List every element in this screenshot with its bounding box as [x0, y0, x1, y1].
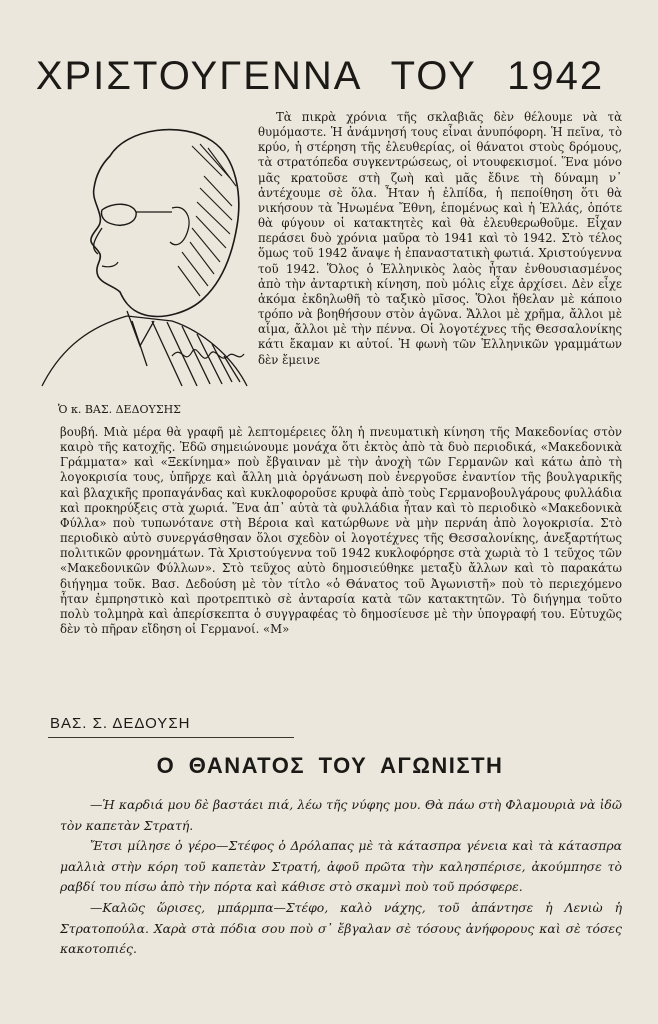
intro-column-right: [258, 110, 622, 368]
author-underline: [48, 737, 294, 738]
portrait-caption: Ὁ κ. ΒΑΣ. ΔΕΔΟΥΣΗΣ: [58, 403, 181, 416]
intro-paragraph: Τὰ πικρὰ χρόνια τῆς σκλαβιᾶς δὲν θέλουμε νὰ τὰ θυμόμαστε. Ἡ ἀνάμνησή τους εἶναι ἀνυπόφορη. Ἡ πεῖνα, τὸ κρύο, ἡ στέρηση τῆς ἐλευθερίας, οἱ θάνατοι στοὺς δρόμους, τὰ στρατόπεδα συγκεντρώσεως, οἱ ντουφεκισμοί. Ἕνα μόνο μᾶς κρατοῦσε στὴ ζωὴ καὶ μᾶς ἔδινε τὴ δύναμη ν᾿ ἀντέχουμε σὲ ὅλα. Ἦταν ἡ ἐλπίδα, ἡ πεποίθηση ὅτι θὰ νικήσουν τὰ Ἡνωμένα Ἔθνη, ἑπομένως καὶ ἡ Ἑλλάς, ὁπότε θὰ φύγουν οἱ κατακτητὲς καὶ θὰ ἐλευθερωθοῦμε. Εἶχαν περάσει δυὸ χρόνια μαῦρα τὸ 1941 καὶ τὸ 1942. Στὸ τέλος ὅμως τοῦ 1942 ἄναψε ἡ ἐπαναστατικὴ φωτιά. Χριστούγεννα τοῦ 1942. Ὅλος ὁ Ἑλληνικὸς λαὸς ἦταν ἐνθουσιασμένος ἀπὸ τὴν ἀνταρτικὴ κίνηση, ποὺ μόλις εἶχε ἀρχίσει. Δὲν εἶχε ἀκόμα ἐκδηλωθῆ τὸ ταξικὸ μῖσος. Ὅλοι ἤθελαν μὲ κάποιο τρόπο νὰ βοηθήσουν στὸν ἀγῶνα. Ἄλλοι μὲ χρῆμα, ἄλλοι μὲ αἷμα, ἄλλοι μὲ τὴν πέννα. Οἱ λογοτέχνες τῆς Θεσσαλονίκης κάτι ἔκαμαν κι αὐτοί. Ἡ φωνὴ τῶν Ἑλληνικῶν γραμμάτων δὲν ἔμεινε: [258, 110, 622, 367]
story-paragraph: Ἔτσι μίλησε ὁ γέρο—Στέφος ὁ Δρόλαπας μὲ τὰ κάτασπρα γένεια καὶ τὰ κάτασπρα μαλλιὰ στὴν κόρη τοῦ καπετὰν Στρατή, ἀφοῦ πρῶτα τὴν καλησπέρισε, ἀκούμπησε τὸ ραβδί του πίσω ἀπὸ τὴν πόρτα καὶ κάθισε στὸ σκαμνὶ ποὺ τοῦ πρόσφερε.: [60, 838, 622, 895]
intro-continuation: βουβή. Μιὰ μέρα θὰ γραφῆ μὲ λεπτομέρειες ὅλη ἡ πνευματικὴ κίνηση τῆς Μακεδονίας στὸν καιρὸ τῆς κατοχῆς. Ἐδῶ σημειώνουμε μονάχα ὅτι ἐκτὸς ἀπὸ τὰ δυὸ περιοδικά, «Μακεδονικὰ Γράμματα» καὶ «Ξεκίνημα» ποὺ ἔβγαιναν μὲ τὴν ἀνοχὴ τῶν Γερμανῶν καὶ κάτω ἀπὸ τὴ λογοκρισία τους, ὑπῆρχε καὶ ἄλλη μιὰ ὀργάνωση ποὺ ἐνεργοῦσε ἐναντίον τῆς βουλγαρικῆς καὶ βλαχικῆς προπαγάνδας καὶ κυκλοφοροῦσε κρυφὰ ἀπὸ τοὺς Γερμανοβουλγάρους φυλλάδια καὶ προκηρύξεις στὰ χωριά. Ἕνα ἀπ᾿ αὐτὰ τὰ φυλλάδια ἦταν καὶ τὸ περιοδικὸ «Μακεδονικὰ Φύλλα» ποὺ τυπωνότανε στὴ Βέροια καὶ κατώρθωνε νὰ μὴν περνάη ἀπὸ λογοκρισία. Στὸ περιοδικὸ αὐτὸ συνεργάσθησαν ὅλοι σχεδὸν οἱ λογοτέχνες τῆς Θεσσαλονίκης, ἀνεξαρτήτως πολιτικῶν φρονημάτων. Τὰ Χριστούγεννα τοῦ 1942 κυκλοφόρησε στὰ χωριὰ τὸ 1 τεῦχος τῶν «Μακεδονικῶν Φύλλων». Στὸ τεῦχος αὐτὸ δημοσιεύθηκε μεταξὺ ἄλλων καὶ τὸ παρακάτω διήγημα τοῦκ. Βασ. Δεδούση μὲ τὸν τίτλο «ὁ Θάνατος τοῦ Ἀγωνιστῆ» ποὺ τὸ περιεχόμενο ἦταν ἐμπρηστικὸ καὶ προτρεπτικὸ σὲ ἀνταρσία κατὰ τῶν κατακτητῶν. Τὸ διήγημα τοῦτο πολὺ τολμηρὰ καὶ ἀπερίσκεπτα ὁ συγγραφέας τὸ δημοσίευσε μὲ τὴν ὑπογραφή του. Εὐτυχῶς δὲν τὸ πῆραν εἴδηση οἱ Γερμανοί. «Μ»: [60, 425, 622, 637]
story-paragraph: —Ἡ καρδιά μου δὲ βαστάει πιά, λέω τῆς νύφης μου. Θὰ πάω στὴ Φλαμουριὰ νὰ ἰδῶ τὸν καπετὰν Στρατή.: [60, 797, 622, 833]
article-title: ΧΡΙΣΤΟΥΓΕΝΝΑ ΤΟΥ 1942: [35, 54, 605, 98]
story-paragraph: —Καλῶς ὥρισες, μπάρμπα—Στέφο, καλὸ νάχης, τοῦ ἀπάντησε ἡ Λενιὼ ἡ Στρατοπούλα. Χαρὰ στὰ πόδια σου ποὺ σ᾿ ἔβγαλαν σὲ τόσους ἀνήφορους καὶ σὲ τόσες κακοτοπιές.: [60, 899, 622, 957]
story-title: Ο ΘΑΝΑΤΟΣ ΤΟΥ ΑΓΩΝΙΣΤΗ: [156, 753, 504, 778]
intro-column-full: [60, 425, 622, 637]
story-body: [60, 795, 622, 960]
portrait-sketch-icon: [32, 116, 250, 398]
story-author: ΒΑΣ. Σ. ΔΕΔΟΥΣΗ: [50, 715, 191, 732]
